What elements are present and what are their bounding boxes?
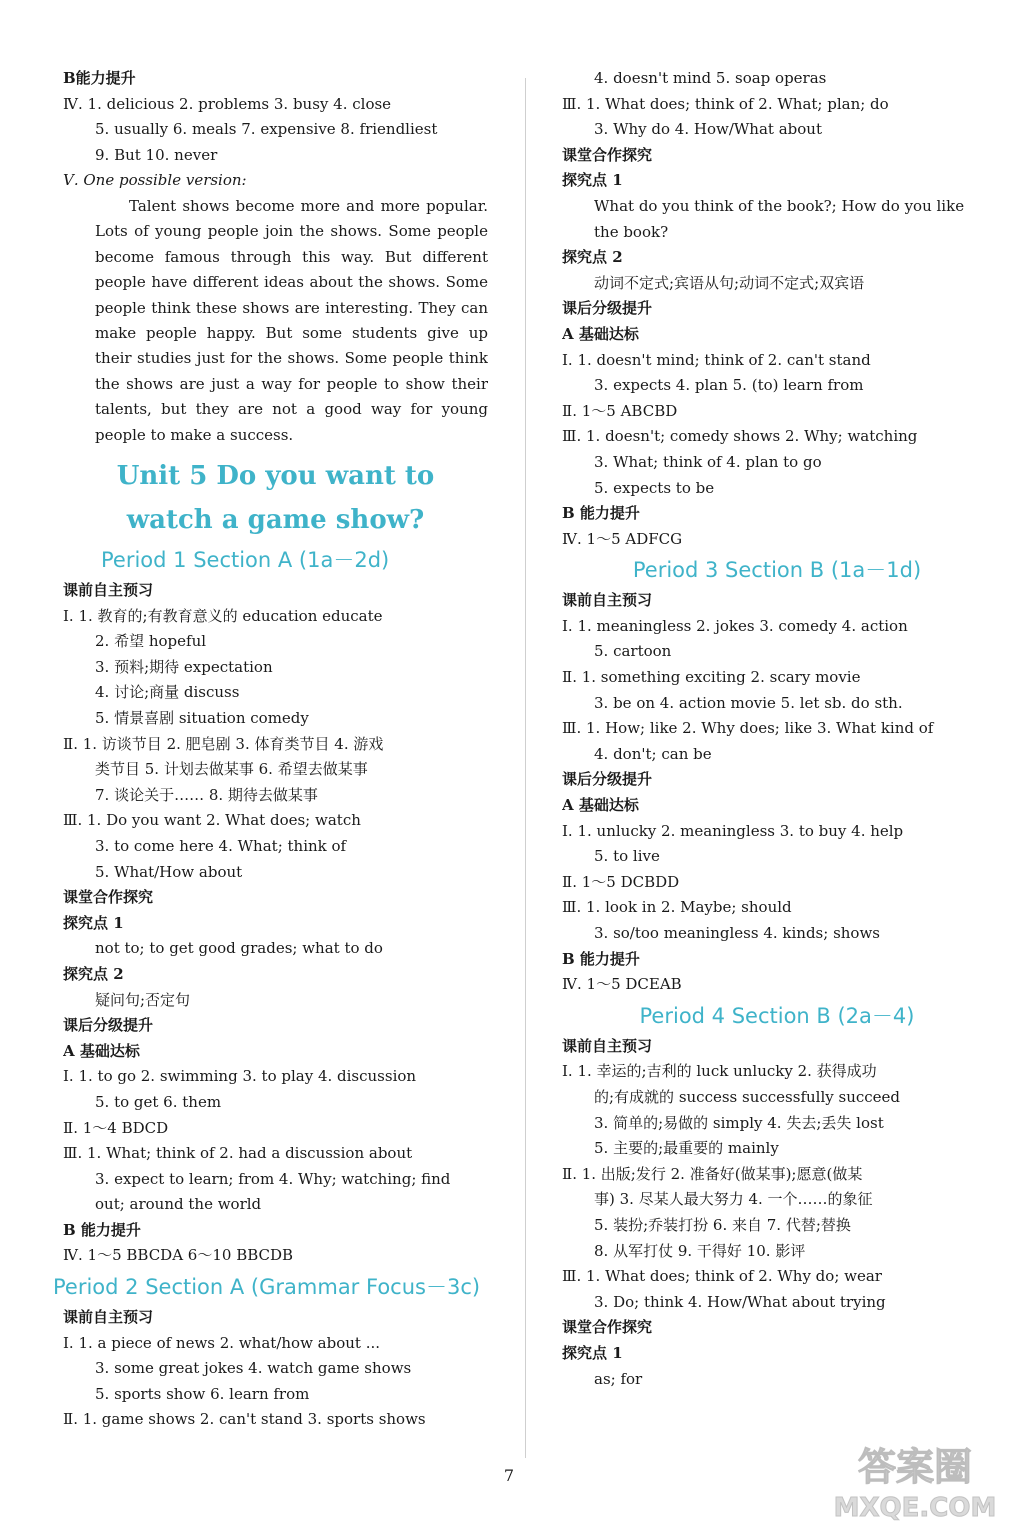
answer-line: 3. 简单的;易做的 simply 4. 失去;丢失 lost [594, 1113, 884, 1132]
answer-line: 2. 希望 hopeful [95, 632, 207, 651]
column-divider [525, 78, 526, 1458]
subsection-heading: B 能力提升 [562, 504, 640, 523]
subsection-heading: 课前自主预习 [63, 581, 154, 600]
answer-line: Ⅲ. 1. What does; think of 2. Why do; wear [562, 1267, 882, 1286]
answer-line: 5. 主要的;最重要的 mainly [594, 1139, 779, 1158]
answer-line: Ⅰ. 1. 幸运的;吉利的 luck unlucky 2. 获得成功 [562, 1062, 877, 1081]
answer-line: Ⅱ. 1. 访谈节目 2. 肥皂剧 3. 体育类节目 4. 游戏 [63, 734, 384, 753]
subsection-heading: 探究点 2 [63, 964, 124, 983]
answer-line: 疑问句;否定句 [95, 990, 191, 1009]
answer-line: 3. What; think of 4. plan to go [594, 452, 822, 471]
answer-line: Ⅰ. 1. to go 2. swimming 3. to play 4. discussion [63, 1067, 417, 1086]
answer-line: Ⅰ. 1. meaningless 2. jokes 3. comedy 4. action [562, 616, 908, 635]
answer-line: What do you think of the book?; How do you like [594, 196, 965, 215]
answer-line: 4. doesn't mind 5. soap operas [594, 69, 827, 87]
answer-line: 3. Why do 4. How/What about [594, 120, 822, 139]
answer-line: 3. expect to learn; from 4. Why; watching; find [95, 1169, 451, 1188]
answer-line: Ⅲ. 1. Do you want 2. What does; watch [63, 811, 361, 830]
period-4-heading: Period 4 Section B (2a－4) [639, 1003, 915, 1028]
answer-line: Ⅴ. One possible version: [63, 171, 247, 190]
answer-line: 3. so/too meaningless 4. kinds; shows [594, 924, 880, 942]
answer-line: Ⅳ. 1. delicious 2. problems 3. busy 4. close [63, 94, 392, 113]
answer-line: 5. expects to be [594, 478, 715, 497]
answer-line: 的;有成就的 success successfully succeed [594, 1087, 901, 1106]
answer-line: 4. 讨论;商量 discuss [95, 683, 240, 702]
answer-line: Ⅳ. 1～5 DCEAB [562, 975, 682, 994]
subsection-heading: B 能力提升 [562, 949, 640, 968]
answer-line: Ⅲ. 1. What; think of 2. had a discussion about [63, 1144, 413, 1163]
answer-line: 7. 谈论关于…… 8. 期待去做某事 [95, 785, 318, 804]
sample-essay: Talent shows become more and more popular. Lots of young people join the shows. Some people become famous through this way. But different people have different ideas about the shows. Some people think these shows are interesting. They can make people happy. But some students give up their studies just for the shows. Some people think the shows are just a way for people to show their talents, but they are not a good way for young people to make a success. [95, 196, 488, 444]
answer-line: the book? [594, 222, 669, 241]
subsection-heading: 探究点 1 [63, 913, 124, 932]
svg-text:答案圈: 答案圈 [857, 1445, 973, 1489]
left-column [53, 66, 488, 1433]
answer-line: 3. be on 4. action movie 5. let sb. do sth. [594, 693, 903, 712]
answer-line: Ⅱ. 1. game shows 2. can't stand 3. sports shows [63, 1410, 426, 1429]
subsection-heading: 课堂合作探究 [562, 145, 653, 164]
subsection-heading: 课后分级提升 [562, 299, 653, 318]
answer-line: 3. some great jokes 4. watch game shows [95, 1359, 412, 1378]
subsection-heading: B 能力提升 [63, 1220, 141, 1239]
answer-line: 5. to get 6. them [95, 1092, 222, 1111]
subsection-heading: 探究点 2 [562, 248, 623, 267]
answer-line: 5. to live [594, 847, 660, 866]
period-1-heading: Period 1 Section A (1a－2d) [101, 548, 390, 573]
answer-line: Ⅲ. 1. look in 2. Maybe; should [562, 898, 792, 917]
unit-title-line-2: watch a game show? [126, 505, 425, 536]
subsection-heading: 课前自主预习 [562, 591, 653, 610]
page-number: 7 [503, 1466, 515, 1485]
answer-line: Ⅰ. 1. doesn't mind; think of 2. can't stand [562, 350, 871, 369]
answer-line: Ⅲ. 1. doesn't; comedy shows 2. Why; watching [562, 427, 918, 446]
answer-line: 3. 预料;期待 expectation [95, 657, 273, 676]
subsection-heading: 课堂合作探究 [63, 888, 154, 907]
answer-line: 5. What/How about [95, 862, 243, 881]
watermark-logo [830, 1436, 1000, 1526]
answer-line: Ⅲ. 1. How; like 2. Why does; like 3. What kind of [562, 719, 934, 738]
subsection-heading: A 基础达标 [562, 796, 639, 815]
answer-line: Ⅰ. 1. a piece of news 2. what/how about ... [63, 1333, 381, 1352]
answer-line: 动词不定式;宾语从句;动词不定式;双宾语 [594, 273, 865, 292]
subsection-heading: A 基础达标 [562, 324, 639, 343]
period-3-heading: Period 3 Section B (1a－1d) [632, 558, 922, 583]
answer-line: Ⅱ. 1～5 DCBDD [562, 872, 680, 891]
answer-line: 5. 情景喜剧 situation comedy [95, 709, 309, 727]
answer-line: 5. 装扮;乔装打扮 6. 来自 7. 代替;替换 [594, 1215, 851, 1234]
answer-line: Ⅱ. 1～5 ABCBD [562, 401, 678, 420]
answer-line: Ⅱ. 1. 出版;发行 2. 准备好(做某事);愿意(做某 [562, 1164, 863, 1183]
answer-line: 9. But 10. never [95, 145, 218, 164]
right-column [562, 66, 992, 1392]
unit-title-line-1: Unit 5 Do you want to [116, 461, 435, 492]
subsection-heading: 探究点 1 [562, 171, 623, 190]
subsection-heading: 课后分级提升 [63, 1016, 154, 1035]
answer-line: 3. expects 4. plan 5. (to) learn from [594, 376, 864, 395]
answer-line: 8. 从军打仗 9. 干得好 10. 影评 [594, 1241, 806, 1260]
answer-line: Ⅰ. 1. unlucky 2. meaningless 3. to buy 4. help [562, 821, 904, 840]
subsection-heading: 课前自主预习 [63, 1308, 154, 1327]
answer-line: 5. cartoon [594, 642, 672, 661]
answer-line: 类节目 5. 计划去做某事 6. 希望去做某事 [95, 760, 368, 779]
section-heading: B能力提升 [63, 69, 136, 87]
answer-line: as; for [594, 1369, 643, 1388]
answer-line: 3. Do; think 4. How/What about trying [594, 1292, 886, 1311]
answer-line: not to; to get good grades; what to do [95, 939, 383, 958]
answer-line: 3. to come here 4. What; think of [95, 836, 347, 855]
answer-line: 5. sports show 6. learn from [95, 1384, 310, 1403]
answer-line: Ⅳ. 1～5 BBCDA 6～10 BBCDB [63, 1246, 294, 1265]
period-2-heading: Period 2 Section A (Grammar Focus－3c) [53, 1275, 481, 1300]
answer-line: 4. don't; can be [594, 744, 712, 763]
subsection-heading: 课堂合作探究 [562, 1318, 653, 1337]
answer-line: Ⅰ. 1. 教育的;有教育意义的 education educate [63, 606, 383, 625]
subsection-heading: 探究点 1 [562, 1343, 623, 1362]
answer-line: Ⅳ. 1～5 ADFCG [562, 529, 683, 548]
subsection-heading: 课后分级提升 [562, 770, 653, 789]
answer-line: Ⅱ. 1～4 BDCD [63, 1118, 169, 1137]
answer-line: Ⅲ. 1. What does; think of 2. What; plan; do [562, 94, 889, 113]
answer-line: out; around the world [95, 1195, 262, 1214]
svg-text:MXQE.COM: MXQE.COM [833, 1493, 997, 1523]
subsection-heading: 课前自主预习 [562, 1036, 653, 1055]
answer-line: 5. usually 6. meals 7. expensive 8. friendliest [95, 120, 438, 139]
subsection-heading: A 基础达标 [63, 1041, 140, 1060]
answer-line: 事) 3. 尽某人最大努力 4. 一个……的象征 [594, 1190, 873, 1209]
answer-line: Ⅱ. 1. something exciting 2. scary movie [562, 668, 861, 687]
